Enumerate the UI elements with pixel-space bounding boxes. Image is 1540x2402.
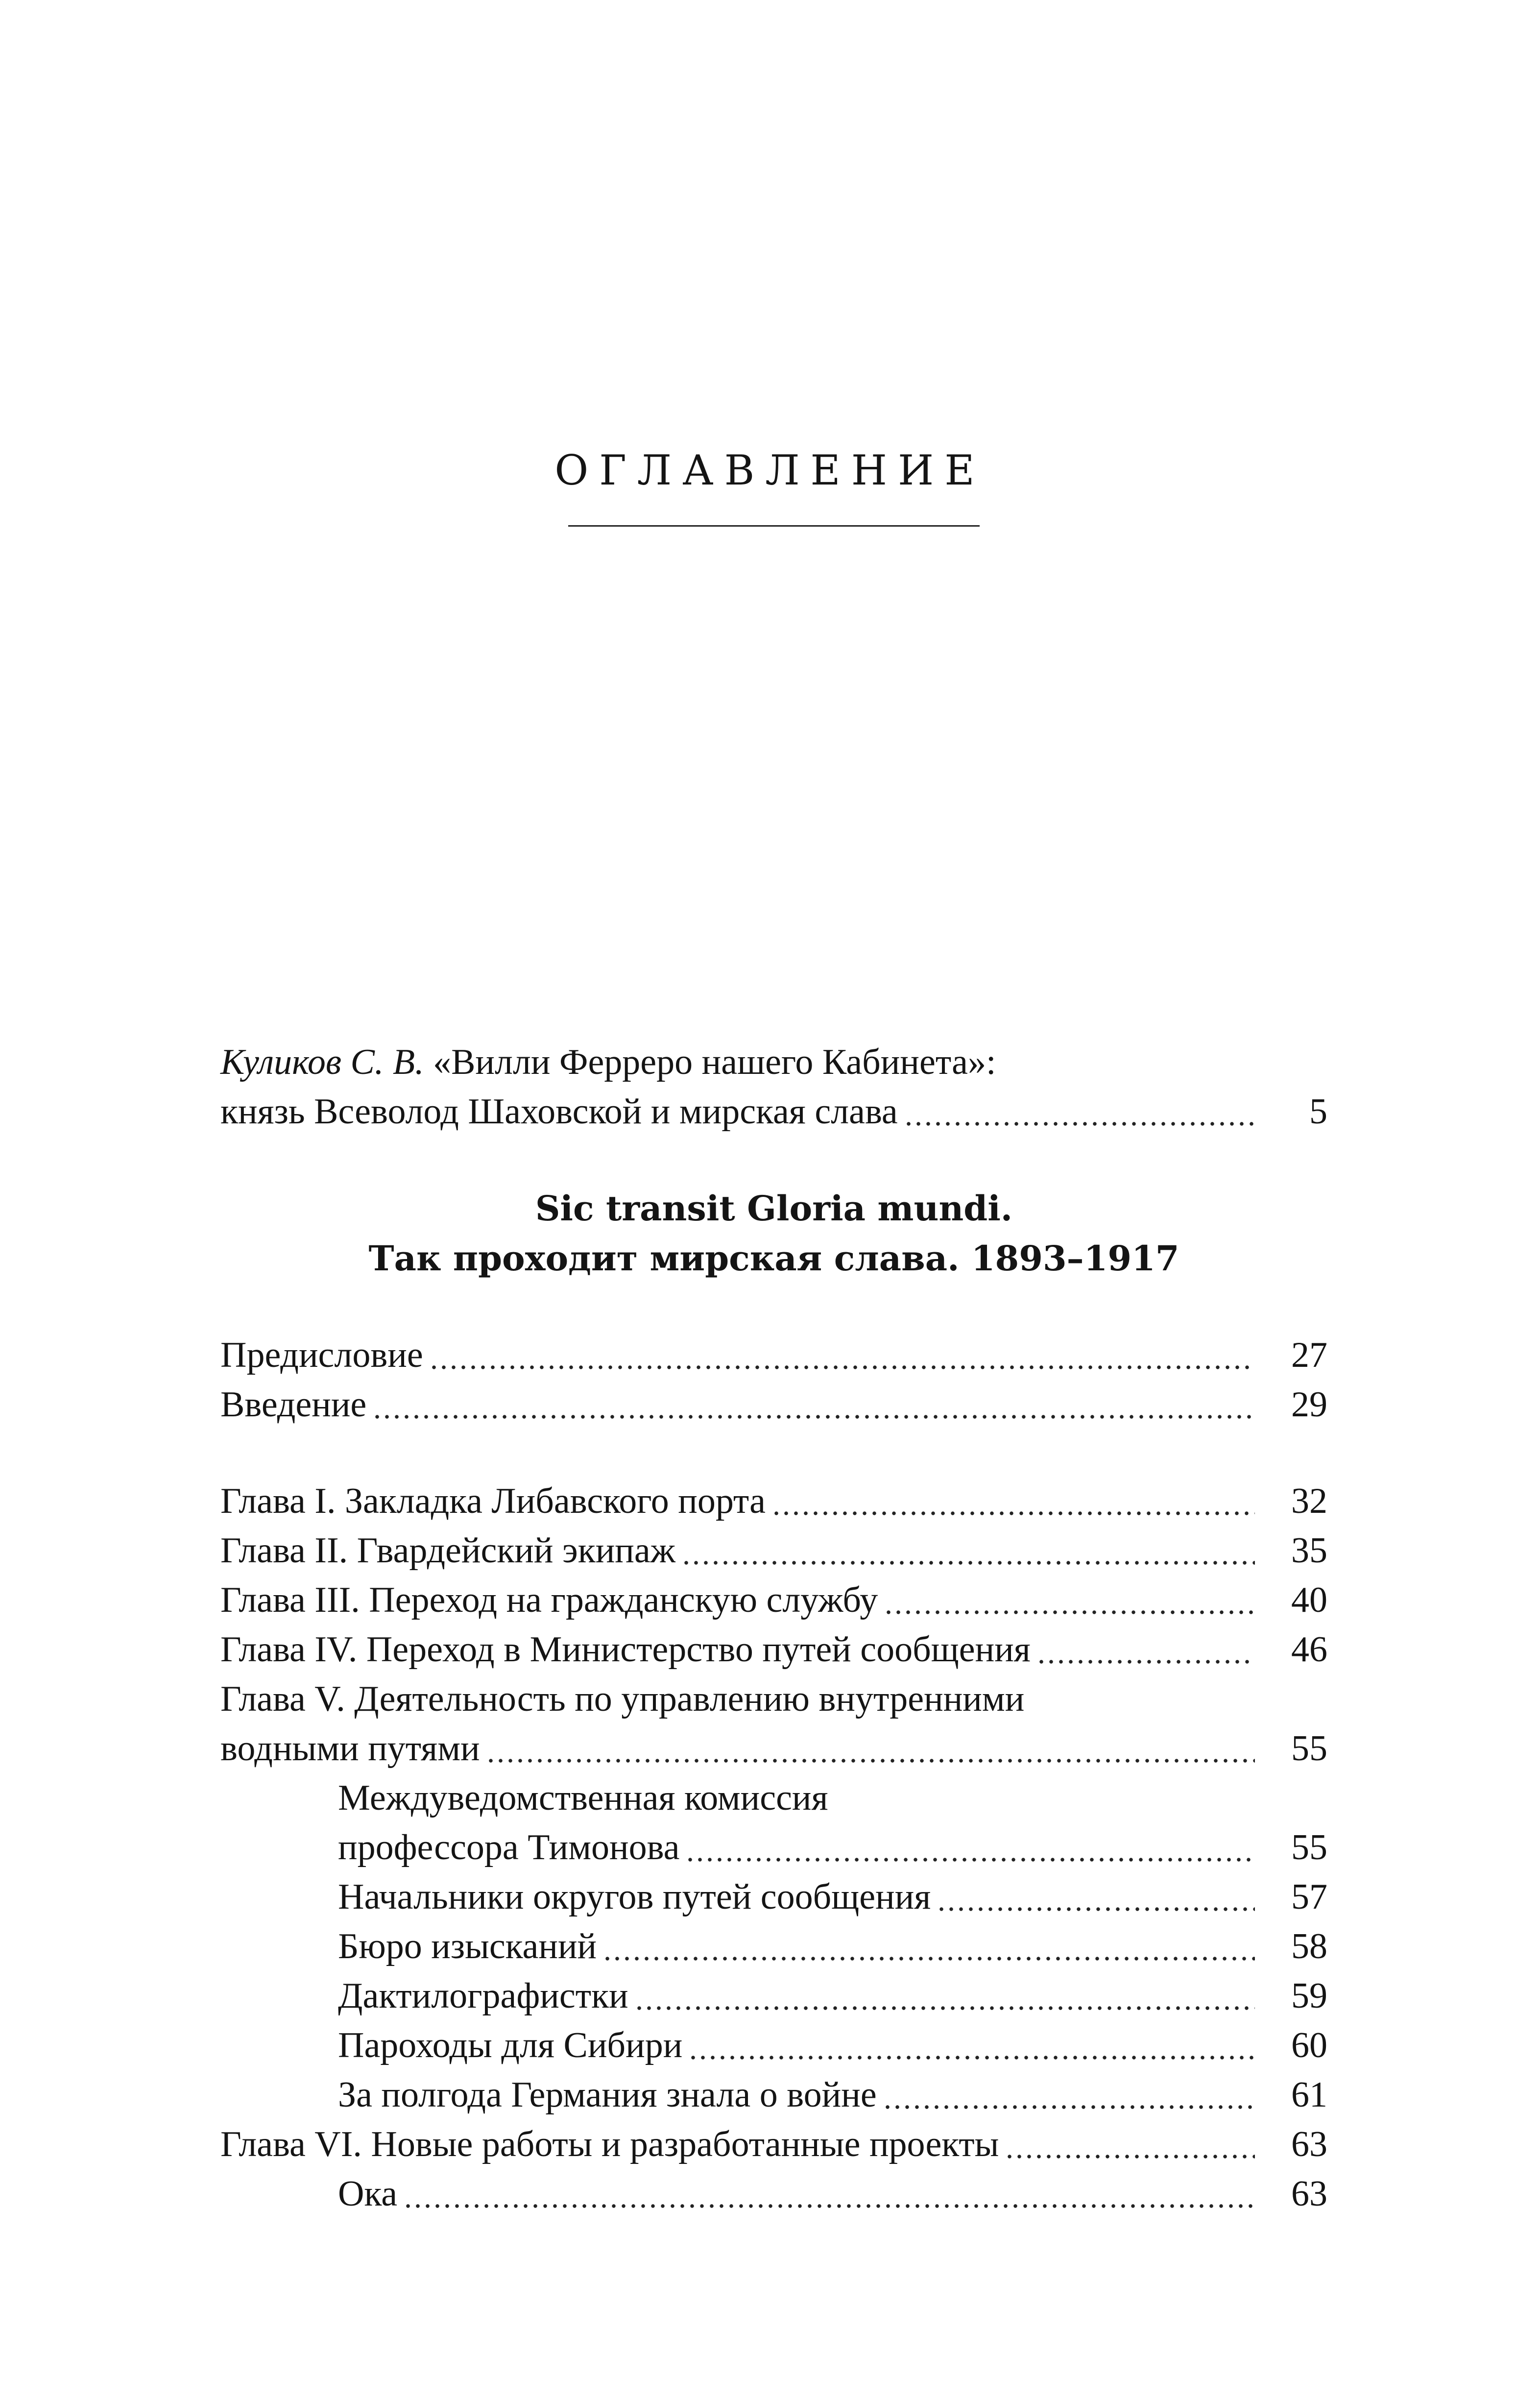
intro-author: Куликов С. В. <box>220 1042 424 1082</box>
toc-entry-chapter-2[interactable] <box>220 1526 1327 1576</box>
page-number: 63 <box>1291 2174 1327 2214</box>
toc-entry-chapter-3[interactable] <box>220 1576 1327 1625</box>
toc-entry-section-germany-knew[interactable] <box>220 2070 1327 2120</box>
dot-leader <box>681 1536 1255 1566</box>
intro-title-line2: князь Всеволод Шаховской и мирская слава <box>220 1092 898 1132</box>
toc-entry-chapter-1[interactable] <box>220 1477 1327 1526</box>
dot-leader <box>1036 1635 1255 1665</box>
dot-leader <box>372 1390 1255 1420</box>
table-of-contents <box>220 1038 1327 2219</box>
page-number: 63 <box>1291 2124 1327 2164</box>
page-number: 40 <box>1291 1580 1327 1620</box>
toc-entry-preface[interactable] <box>220 1331 1327 1380</box>
toc-entry-section-survey-bureau[interactable] <box>220 1922 1327 1971</box>
entry-title: Начальники округов путей сообщения <box>338 1877 931 1917</box>
entry-title: Бюро изысканий <box>338 1926 597 1966</box>
entry-title: профессора Тимонова <box>338 1827 680 1868</box>
toc-entry-intro-line2[interactable] <box>220 1087 1327 1137</box>
dot-leader <box>771 1487 1255 1516</box>
part-heading-line1: Sic transit Gloria mundi. <box>535 1188 1013 1229</box>
entry-title: водными путями <box>220 1728 480 1769</box>
spacer <box>220 1284 1327 1331</box>
entry-title: Введение <box>220 1384 367 1425</box>
dot-leader <box>634 1982 1255 2011</box>
entry-title: Дактилографистки <box>338 1976 628 2016</box>
entry-title: Междуведомственная комиссия <box>338 1778 828 1818</box>
page-number: 57 <box>1291 1877 1327 1917</box>
intro-title-line1: «Вилли Ферреро нашего Кабинета»: <box>433 1042 996 1082</box>
toc-entry-section-typists[interactable] <box>220 1971 1327 2021</box>
entry-title: Пароходы для Сибири <box>338 2025 683 2065</box>
dot-leader <box>883 2081 1255 2110</box>
spacer <box>220 1430 1327 1477</box>
page-number: 59 <box>1291 1976 1327 2016</box>
toc-entry-section-oka[interactable] <box>220 2169 1327 2219</box>
page-number: 27 <box>1291 1335 1327 1375</box>
toc-entry-intro-line1[interactable] <box>220 1038 1327 1087</box>
dot-leader <box>904 1097 1255 1127</box>
page-number: 32 <box>1291 1481 1327 1521</box>
toc-entry-introduction[interactable] <box>220 1380 1327 1430</box>
page-number: 46 <box>1291 1629 1327 1670</box>
entry-title: Предисловие <box>220 1335 423 1375</box>
dot-leader <box>685 1833 1255 1863</box>
page-number: 58 <box>1291 1926 1327 1966</box>
page-title: ОГЛАВЛЕНИЕ <box>554 446 986 494</box>
toc-entry-section-commission-line1[interactable] <box>220 1773 1327 1823</box>
entry-title: За полгода Германия знала о войне <box>338 2075 877 2115</box>
dot-leader <box>1005 2130 1255 2159</box>
entry-title: Глава III. Переход на гражданскую службу <box>220 1580 878 1620</box>
entry-title: Глава I. Закладка Либавского порта <box>220 1481 766 1521</box>
entry-title: Глава V. Деятельность по управлению внутренними <box>220 1679 1025 1719</box>
toc-entry-chapter-4[interactable] <box>220 1625 1327 1674</box>
dot-leader <box>688 2031 1255 2061</box>
entry-title: Глава II. Гвардейский экипаж <box>220 1530 675 1571</box>
page-number: 55 <box>1291 1827 1327 1868</box>
toc-entry-chapter-5-line1[interactable] <box>220 1674 1327 1724</box>
page-number: 60 <box>1291 2025 1327 2065</box>
dot-leader <box>602 1932 1255 1962</box>
toc-entry-chapter-6[interactable] <box>220 2120 1327 2169</box>
dot-leader <box>429 1341 1255 1370</box>
dot-leader <box>403 2180 1255 2209</box>
dot-leader <box>486 1734 1255 1764</box>
dot-leader <box>937 1883 1255 1912</box>
spacer <box>220 1137 1327 1184</box>
toc-entry-section-district-chiefs[interactable] <box>220 1872 1327 1922</box>
page-number: 5 <box>1309 1092 1327 1132</box>
page-number: 61 <box>1291 2075 1327 2115</box>
page-number: 55 <box>1291 1728 1327 1769</box>
part-heading-line2: Так проходит мирская слава. 1893–1917 <box>368 1238 1179 1279</box>
toc-entry-section-commission-line2[interactable] <box>220 1823 1327 1872</box>
toc-entry-chapter-5-line2[interactable] <box>220 1724 1327 1773</box>
page-number: 29 <box>1291 1384 1327 1425</box>
page-number: 35 <box>1291 1530 1327 1571</box>
entry-title: Ока <box>338 2174 398 2214</box>
title-rule <box>568 525 980 527</box>
entry-title: Глава IV. Переход в Министерство путей сообщения <box>220 1629 1031 1670</box>
entry-title: Глава VI. Новые работы и разработанные проекты <box>220 2124 999 2164</box>
dot-leader <box>884 1586 1255 1615</box>
toc-entry-section-steamships[interactable] <box>220 2021 1327 2070</box>
